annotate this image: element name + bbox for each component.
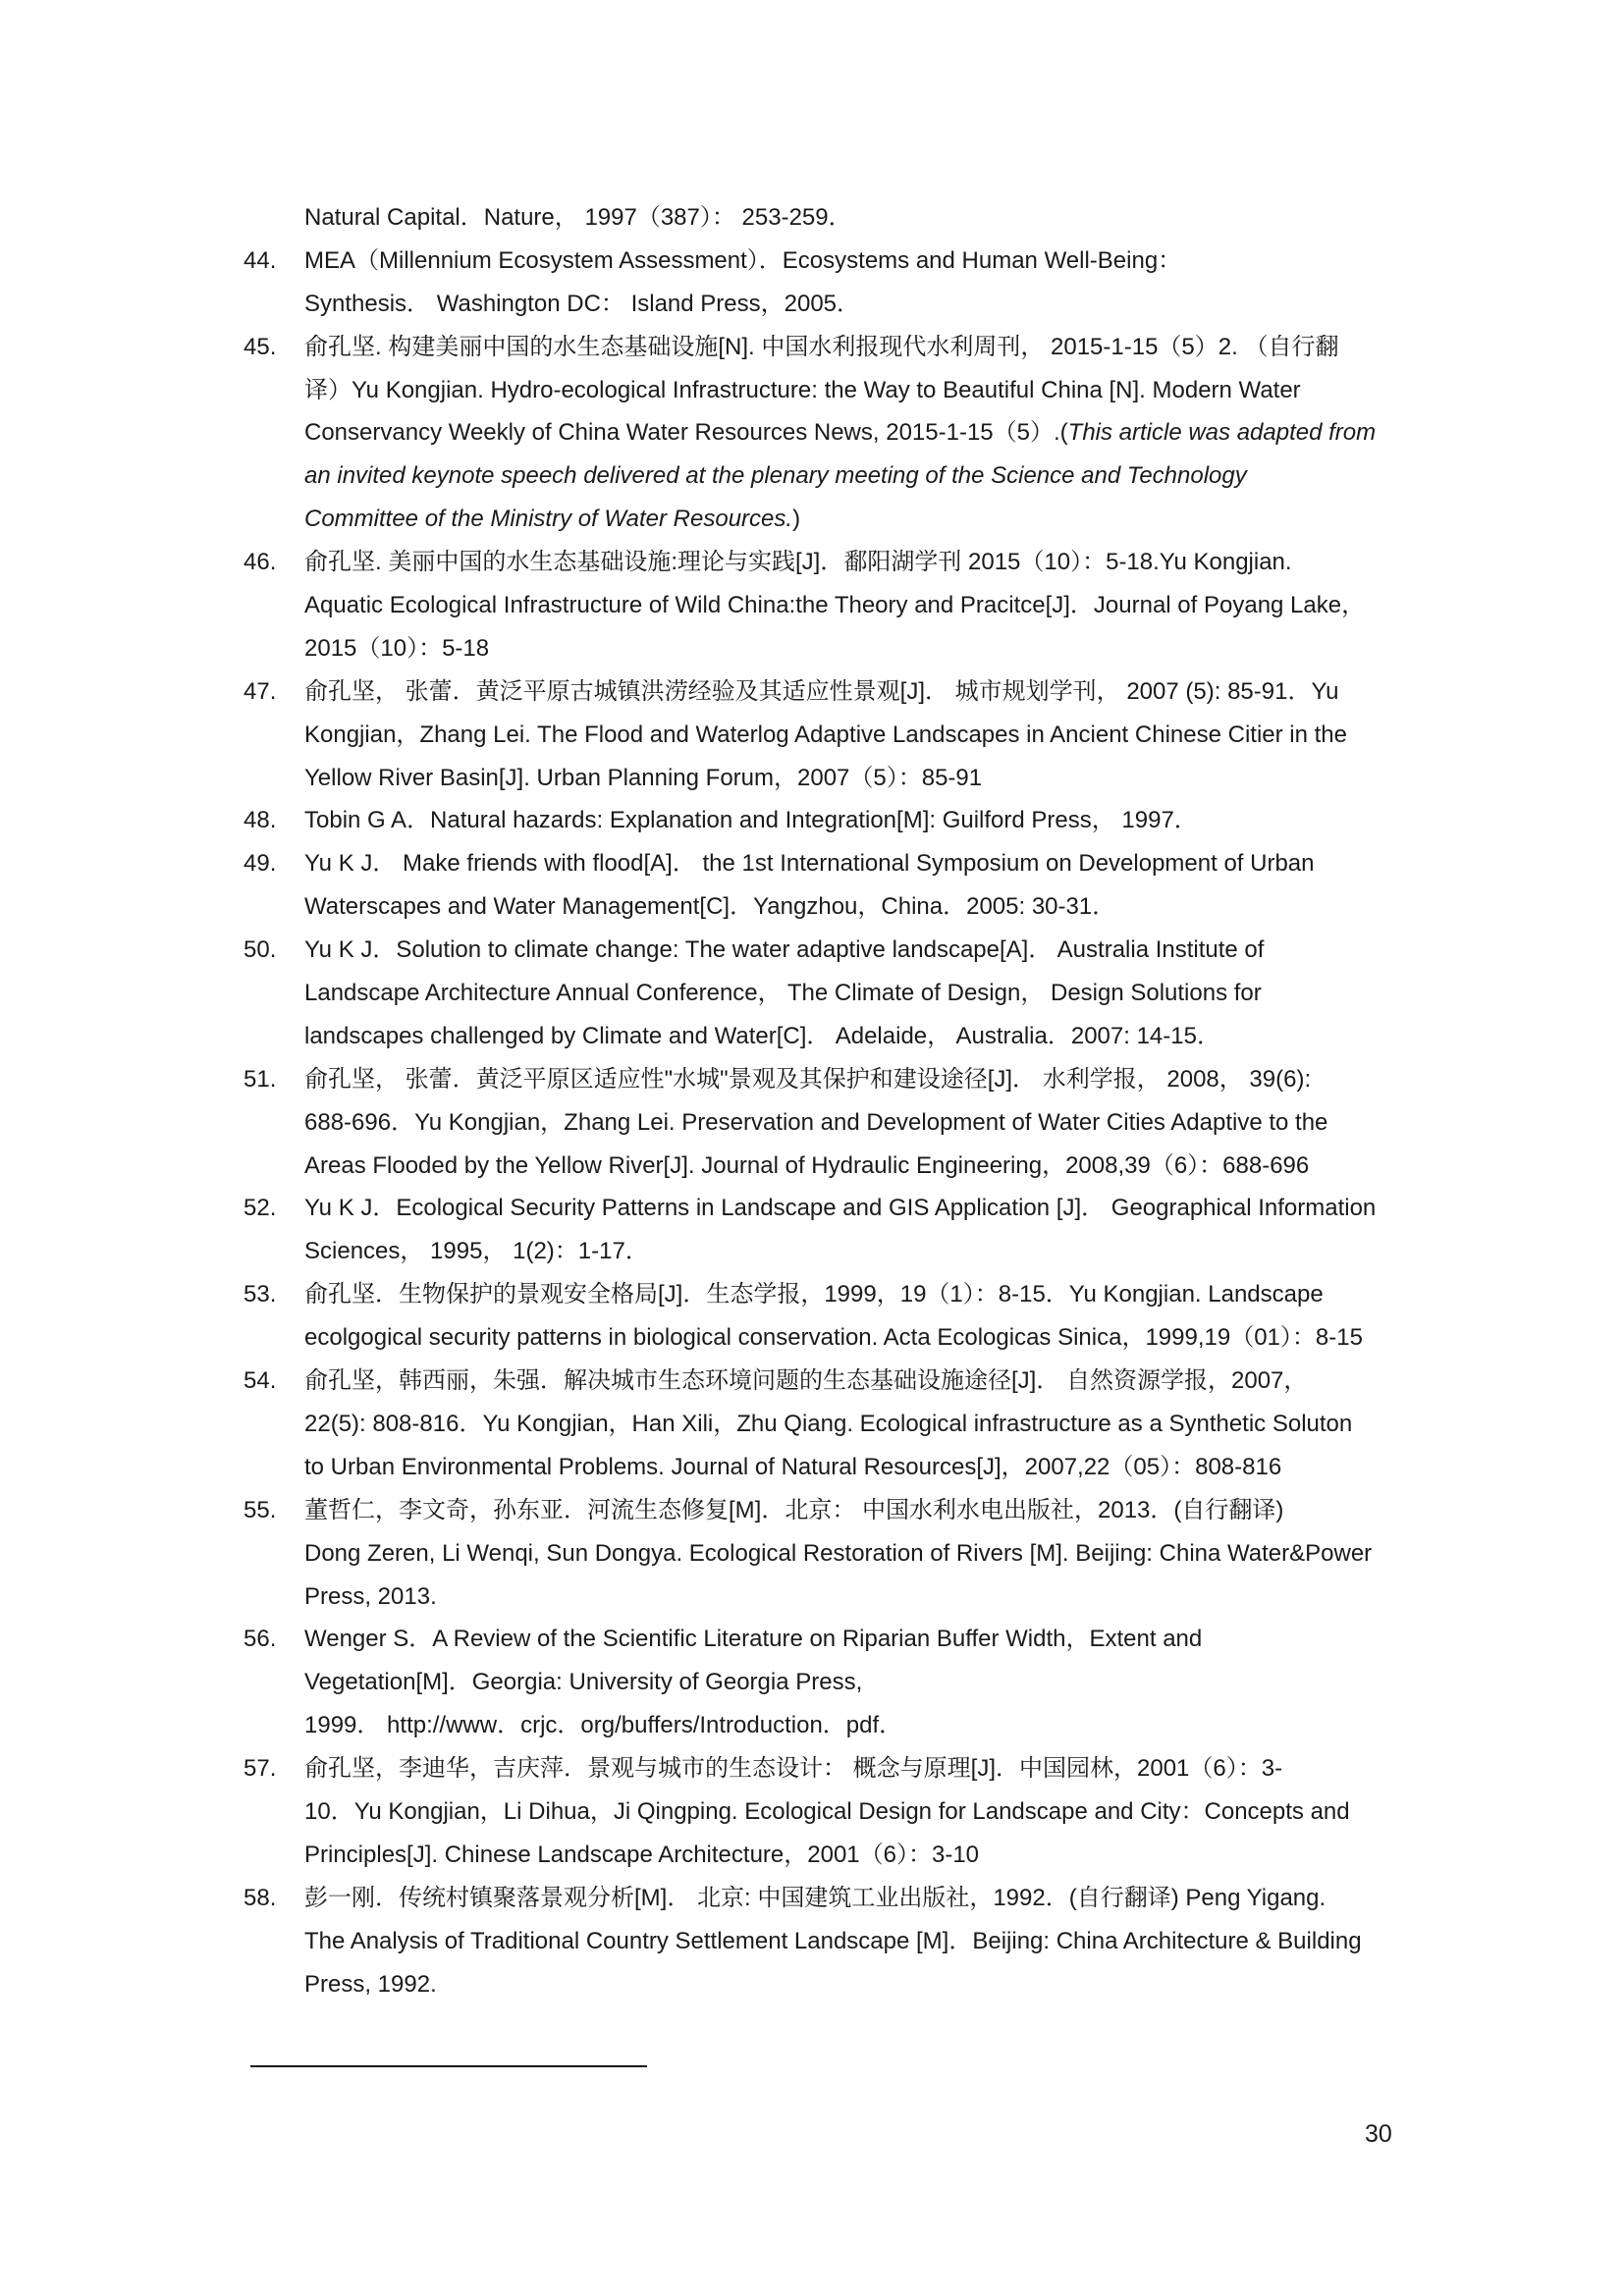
reference-line [244, 1877, 1392, 1920]
reference-text [304, 627, 489, 670]
reference-text [304, 1403, 1352, 1446]
text-segment: Aquatic Ecological Infrastructure of Wild China:the Theory and Pracitce[J]．Journal of Poyang Lake， [304, 592, 1366, 619]
text-segment: 俞孔坚， 张蕾．黄泛平原古城镇洪涝经验及其适应性景观[J]． 城市规划学刊， 2007 (5): 85-91．Yu [304, 677, 1339, 705]
reference-entry [244, 842, 1392, 929]
reference-number: 51. [244, 1065, 277, 1093]
reference-entry [244, 799, 1392, 842]
reference-entry [244, 326, 1392, 541]
reference-line [244, 369, 1392, 412]
reference-entry [244, 1489, 1392, 1619]
reference-text [304, 1661, 862, 1704]
reference-entry [244, 1747, 1392, 1877]
reference-text [304, 1834, 979, 1877]
text-segment: 俞孔坚，李迪华，吉庆萍．景观与城市的生态设计： 概念与原理[J]．中国园林，2001（6）：3- [304, 1755, 1283, 1783]
reference-line [244, 670, 1392, 714]
reference-entry [244, 1187, 1392, 1273]
text-segment: 译）Yu Kongjian. Hydro-ecological Infrastructure: the Way to Beautiful China [N]. Modern Water [304, 376, 1301, 403]
reference-entry [244, 196, 1392, 240]
reference-text [304, 369, 1301, 412]
reference-entry [244, 670, 1392, 800]
reference-text [304, 1747, 1282, 1790]
reference-text [304, 670, 1338, 714]
text-segment: 10．Yu Kongjian，Li Dihua，Ji Qingping. Ecological Design for Landscape and City：Concepts and [304, 1797, 1350, 1825]
reference-entry [244, 1618, 1392, 1747]
reference-line [244, 1704, 1392, 1747]
reference-number: 57. [244, 1755, 277, 1783]
reference-number: 55. [244, 1496, 277, 1523]
text-segment: Principles[J]. Chinese Landscape Architecture，2001（6）：3-10 [304, 1841, 980, 1868]
text-segment: Vegetation[M]．Georgia: University of Georgia Press, [304, 1669, 863, 1696]
reference-text [304, 1790, 1350, 1834]
reference-line [244, 1575, 1392, 1619]
text-segment: 俞孔坚．生物保护的景观安全格局[J]．生态学报，1999，19（1）：8-15．Yu Kongjian. Landscape [304, 1281, 1324, 1308]
reference-number: 46. [244, 549, 277, 576]
reference-line [244, 1058, 1392, 1101]
text-segment: landscapes challenged by Climate and Water[C]． Adelaide， Australia．2007: 14-15． [304, 1022, 1220, 1049]
reference-line [244, 1532, 1392, 1575]
text-segment: Waterscapes and Water Management[C]．Yangzhou，China．2005: 30-31． [304, 893, 1116, 921]
reference-line [244, 627, 1392, 670]
reference-line [244, 972, 1392, 1015]
reference-line [244, 584, 1392, 627]
reference-text [304, 1273, 1324, 1316]
reference-line [244, 326, 1392, 369]
reference-line [244, 1790, 1392, 1834]
text-segment: Wenger S．A Review of the Scientific Literature on Riparian Buffer Width，Extent and [304, 1626, 1203, 1653]
reference-text [304, 411, 1376, 454]
reference-line [244, 498, 1392, 541]
text-segment: Kongjian，Zhang Lei. The Flood and Waterlog Adaptive Landscapes in Ancient Chinese Citier in the [304, 721, 1347, 748]
reference-text [304, 1145, 1309, 1188]
reference-text [304, 1187, 1376, 1230]
reference-line [244, 1015, 1392, 1058]
text-segment: 1999． http://www．crjc．org/buffers/Introduction．pdf． [304, 1712, 903, 1739]
reference-number: 53. [244, 1281, 277, 1308]
text-segment: Press, 2013. [304, 1582, 437, 1610]
text-segment: ecolgogical security patterns in biological conservation. Acta Ecologicas Sinica，1999,19（01）：8-15 [304, 1324, 1363, 1352]
text-segment: Areas Flooded by the Yellow River[J]. Journal of Hydraulic Engineering，2008,39（6）：688-696 [304, 1151, 1310, 1179]
reference-entry [244, 1058, 1392, 1188]
text-segment: Conservancy Weekly of China Water Resources News, 2015-1-15（5）.( [304, 419, 1068, 447]
reference-line [244, 1101, 1392, 1145]
reference-text [304, 541, 1292, 584]
reference-line [244, 757, 1392, 800]
reference-entry [244, 1360, 1392, 1489]
reference-text [304, 196, 852, 240]
reference-text [304, 1877, 1326, 1920]
reference-number: 49. [244, 850, 277, 878]
reference-line [244, 1920, 1392, 1963]
reference-line [244, 283, 1392, 326]
reference-number: 50. [244, 936, 277, 964]
text-segment: The Analysis of Traditional Country Settlement Landscape [M]．Beijing: China Architecture & Building [304, 1927, 1362, 1954]
reference-text [304, 757, 982, 800]
reference-line [244, 1316, 1392, 1360]
text-segment: 22(5): 808-816．Yu Kongjian，Han Xili，Zhu Qiang. Ecological infrastructure as a Synthetic Soluton [304, 1410, 1353, 1437]
text-segment: 2015（10）：5-18 [304, 634, 490, 662]
text-segment: MEA（Millennium Ecosystem Assessment）．Ecosystems and Human Well-Being： [304, 246, 1182, 274]
reference-line [244, 1489, 1392, 1532]
reference-text [304, 1230, 649, 1273]
text-segment: Natural Capital．Nature， 1997（387）： 253-259． [304, 204, 852, 231]
reference-number: 54. [244, 1367, 277, 1395]
reference-line [244, 929, 1392, 972]
reference-line [244, 1747, 1392, 1790]
reference-line [244, 1230, 1392, 1273]
reference-text [304, 842, 1315, 885]
reference-number: 52. [244, 1195, 277, 1222]
reference-entry [244, 929, 1392, 1058]
text-segment: Tobin G A．Natural hazards: Explanation and Integration[M]: Guilford Press， 1997． [304, 807, 1198, 834]
text-segment: to Urban Environmental Problems. Journal of Natural Resources[J]，2007,22（05）：808-816 [304, 1453, 1282, 1480]
text-segment: 俞孔坚，韩西丽，朱强．解决城市生态环境问题的生态基础设施途径[J]． 自然资源学报，2007， [304, 1367, 1308, 1395]
text-segment: Press, 1992. [304, 1970, 437, 1998]
reference-line [244, 1963, 1392, 2006]
page-number: 30 [1365, 2120, 1392, 2148]
reference-text [304, 1575, 437, 1619]
reference-text [304, 584, 1365, 627]
reference-entry [244, 541, 1392, 670]
text-segment: Yu K J．Solution to climate change: The water adaptive landscape[A]． Australia Institute of [304, 936, 1265, 964]
reference-text [304, 1489, 1283, 1532]
reference-line [244, 1145, 1392, 1188]
reference-text [304, 1618, 1202, 1661]
text-segment: 俞孔坚. 构建美丽中国的水生态基础设施[N]. 中国水利报现代水利周刊， 2015-1-15（5）2. （自行翻 [304, 333, 1339, 360]
reference-entry [244, 1273, 1392, 1360]
text-segment: Dong Zeren, Li Wenqi, Sun Dongya. Ecological Restoration of Rivers [M]. Beijing: China Water&Power [304, 1539, 1373, 1567]
reference-text [304, 1532, 1372, 1575]
reference-line [244, 885, 1392, 929]
text-segment: Yellow River Basin[J]. Urban Planning Forum，2007（5）：85-91 [304, 764, 983, 791]
reference-line [244, 842, 1392, 885]
reference-line [244, 1618, 1392, 1661]
reference-number: 47. [244, 677, 277, 705]
reference-line [244, 1403, 1392, 1446]
reference-text [304, 1058, 1311, 1101]
reference-line [244, 1661, 1392, 1704]
reference-line [244, 196, 1392, 240]
reference-line [244, 1187, 1392, 1230]
reference-text [304, 929, 1264, 972]
reference-text [304, 885, 1115, 929]
text-segment: 俞孔坚， 张蕾．黄泛平原区适应性"水城"景观及其保护和建设途径[J]． 水利学报， 2008， 39(6): [304, 1065, 1312, 1093]
text-segment: 董哲仁，李文奇，孙东亚．河流生态修复[M]．北京： 中国水利水电出版社，2013．(自行翻译) [304, 1496, 1284, 1523]
reference-number: 45. [244, 333, 277, 360]
italic-text: an invited keynote speech delivered at the plenary meeting of the Science and Technology [304, 462, 1247, 490]
text-segment: Yu K J．Ecological Security Patterns in Landscape and GIS Application [J]． Geographical Information [304, 1195, 1377, 1222]
reference-line [244, 799, 1392, 842]
text-segment: Synthesis． Washington DC： Island Press，2005． [304, 290, 861, 317]
reference-number: 48. [244, 807, 277, 834]
reference-text [304, 1316, 1363, 1360]
reference-text [304, 714, 1347, 757]
text-segment: ) [792, 506, 801, 533]
reference-entry [244, 240, 1392, 326]
reference-text [304, 326, 1338, 369]
reference-text [304, 454, 1247, 498]
reference-number: 44. [244, 246, 277, 274]
reference-line [244, 1834, 1392, 1877]
reference-line [244, 1273, 1392, 1316]
reference-text [304, 1015, 1220, 1058]
reference-list [244, 196, 1392, 2005]
italic-text: Committee of the Ministry of Water Resources. [304, 506, 793, 533]
reference-line [244, 454, 1392, 498]
reference-number: 56. [244, 1626, 277, 1653]
text-segment: 688-696．Yu Kongjian，Zhang Lei. Preservation and Development of Water Cities Adaptive to the [304, 1108, 1328, 1136]
reference-text [304, 498, 800, 541]
italic-text: This article was adapted from [1067, 419, 1377, 447]
reference-text [304, 1101, 1327, 1145]
reference-line [244, 240, 1392, 283]
reference-text [304, 799, 1198, 842]
reference-line [244, 714, 1392, 757]
reference-line [244, 411, 1392, 454]
reference-text [304, 1360, 1307, 1403]
footnote-separator [250, 2065, 647, 2067]
reference-text [304, 240, 1181, 283]
reference-line [244, 541, 1392, 584]
reference-text [304, 972, 1262, 1015]
text-segment: Landscape Architecture Annual Conference， The Climate of Design， Design Solutions for [304, 980, 1262, 1007]
reference-text [304, 1446, 1281, 1489]
reference-text [304, 1963, 437, 2006]
reference-line [244, 1446, 1392, 1489]
reference-entry [244, 1877, 1392, 2006]
reference-text [304, 1920, 1362, 1963]
text-segment: 彭一刚．传统村镇聚落景观分析[M]． 北京: 中国建筑工业出版社，1992．(自行翻译) Peng Yigang. [304, 1884, 1326, 1911]
text-segment: Sciences， 1995， 1(2)：1-17． [304, 1238, 649, 1265]
reference-number: 58. [244, 1884, 277, 1911]
reference-line [244, 1360, 1392, 1403]
reference-text [304, 1704, 902, 1747]
text-segment: 俞孔坚. 美丽中国的水生态基础设施:理论与实践[J]．鄱阳湖学刊 2015（10）：5-18.Yu Kongjian. [304, 549, 1292, 576]
text-segment: Yu K J． Make friends with flood[A]． the 1st International Symposium on Development of Urban [304, 850, 1315, 878]
reference-text [304, 283, 860, 326]
